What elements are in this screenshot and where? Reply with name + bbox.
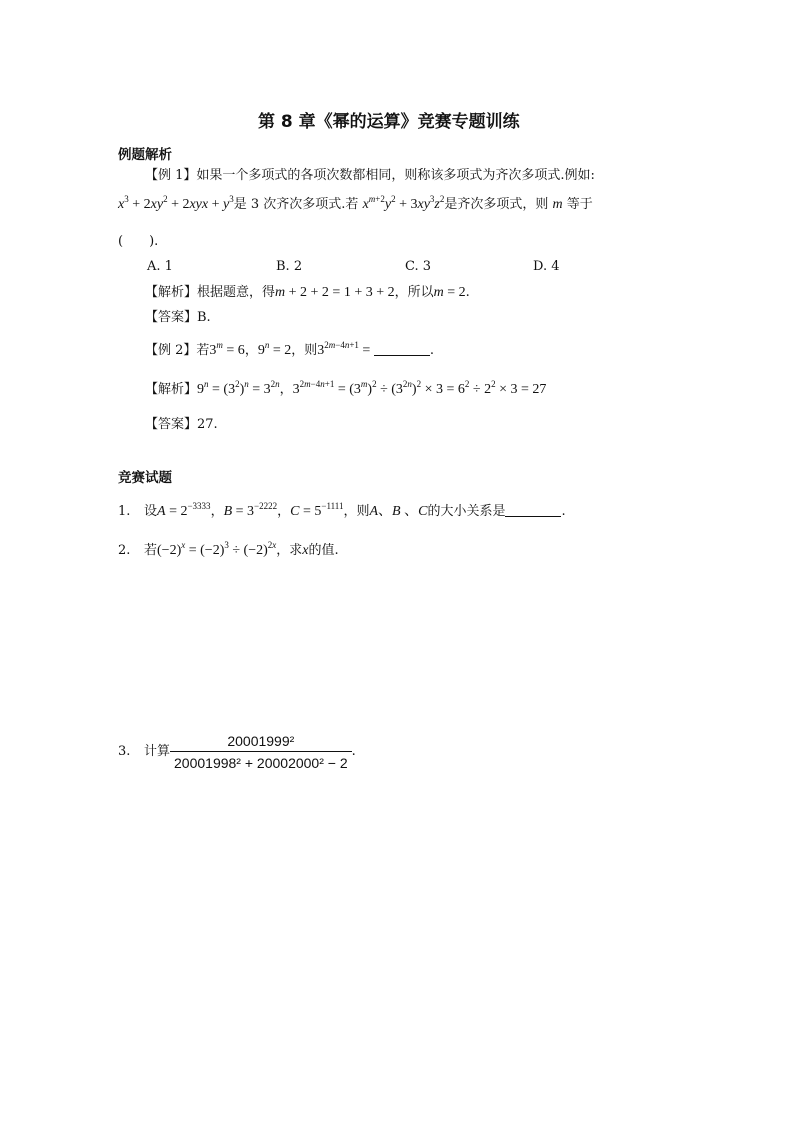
example2-question: 【例 2】若$3^m = 6$，$9^n = 2$，则$3^{2m-4n+1}$ = . (145, 340, 434, 358)
example1-answer: 【答案】B. (145, 310, 211, 325)
example1-poly2: $x^{m+2}y^2 + 3xy^3z^2$ (362, 194, 445, 212)
example2-answer: 【答案】27. (145, 417, 218, 432)
example1-option-a: A. 1 (147, 259, 173, 274)
example1-paren: ( ). (118, 234, 159, 249)
example2-analysis-label: 【解析】 (145, 382, 198, 397)
example1-text-c: 等于 (566, 197, 593, 212)
problem-3-denominator: 20001998² + 20002000² − 2 (170, 751, 352, 772)
problem-1-number: 1. (118, 504, 131, 519)
problem-3-numerator: 20001999² (227, 733, 295, 749)
example1-lead: 【例 1】如果一个多项式的各项次数都相同，则称该多项式为齐次多项式.例如: (145, 168, 595, 183)
example1-analysis: 【解析】根据题意，得m + 2 + 2 = 1 + 3 + 2，所以m = 2. (145, 285, 470, 300)
problem-1: 1. 设$A = 2^{-3333}$，$B = 3^{-2222}$，$C = 5^{-1111}$，则A、B 、C的大小关系是 . (118, 501, 566, 519)
example1-poly: $x^3 + 2xy^2 + 2xyx + y^3$ (118, 194, 234, 212)
example1-var-m: m (552, 197, 563, 212)
example2-answer-blank[interactable] (374, 343, 430, 356)
example1-option-b: B. 2 (276, 259, 303, 274)
example1-analysis-eq: m + 2 + 2 = 1 + 3 + 2 (275, 285, 395, 300)
example1-option-d: D. 4 (533, 259, 560, 274)
problem-3: 3. 计算 $\frac{\text{20001999²}}{\text{20001998² + 20002000² − 2}}$ . (118, 733, 356, 771)
example1-analysis-label: 【解析】根据题意，得 (145, 285, 276, 300)
example1-analysis-result: m = 2 (433, 285, 466, 300)
section-heading-examples: 例题解析 (118, 147, 172, 163)
problem-1-answer-blank[interactable] (505, 504, 561, 517)
problem-3-fraction (170, 732, 352, 772)
problem-3-number: 3. (118, 744, 131, 759)
example1-analysis-mid: ，所以 (394, 285, 434, 300)
page-title: 第 8 章《幂的运算》竞赛专题训练 (258, 112, 520, 132)
example2-lead: 【例 2】若 (145, 343, 210, 358)
problem-2-number: 2. (118, 543, 131, 558)
example1-text-b: 是齐次多项式，则 (444, 197, 549, 212)
example1-option-c: C. 3 (405, 259, 432, 274)
example1-line2 (118, 196, 593, 214)
problem-2: 2. 若$(-2)^x = (-2)^3 \div (-2)^{2x}$，求x的值. (118, 540, 339, 558)
example1-text-a: 是 3 次齐次多项式.若 (233, 197, 359, 212)
section-heading-contest: 竞赛试题 (118, 470, 172, 486)
example2-analysis: 【解析】$9^n = (3^2)^n = 3^{2n}$，$3^{2m-4n+1} = (3^m)^2 \div (3^{2n})^2 \times 3 = 6^2 \div 2^2 \times 3 = 27$ (145, 379, 547, 397)
